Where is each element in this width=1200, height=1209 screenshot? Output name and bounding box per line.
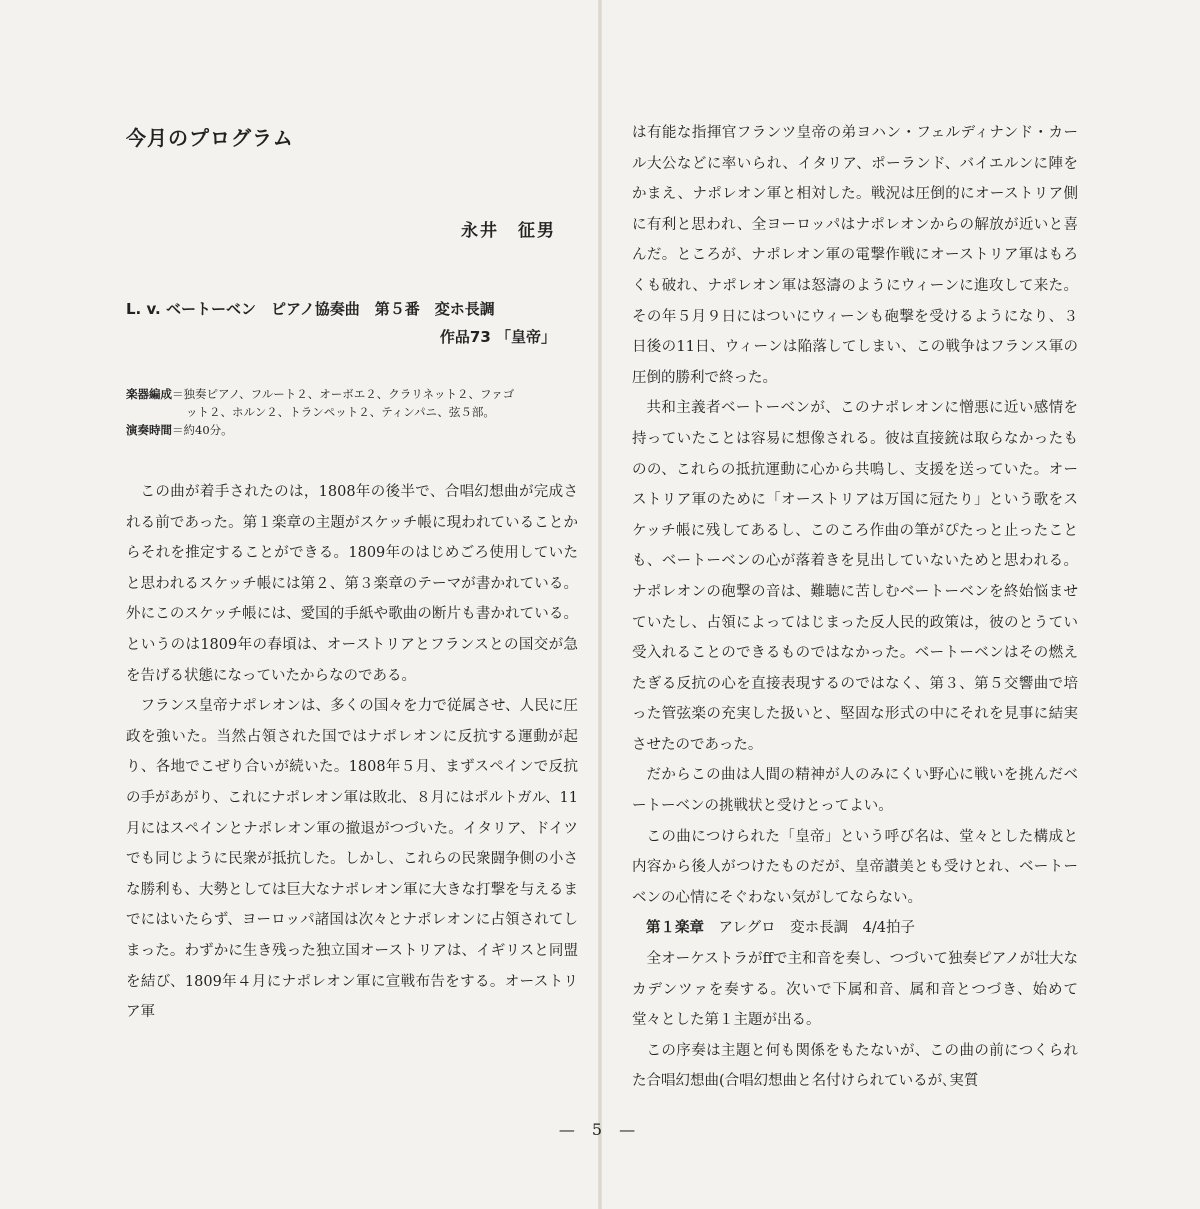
paragraph: この曲が着手されたのは，1808年の後半で、合唱幻想曲が完成される前であった。第１楽章の主題がスケッチ帳に現われていることからそれを推定することができる。1809年のはじめごろ使用していたと思われるスケッチ帳には第２、第３楽章のテーマが書かれている。外にこのスケッチ帳には、愛国的手紙や歌曲の断片も書かれている。というのは1809年の春頃は、オーストリアとフランスとの国交が急を告げる状態になっていたからなのである。 bbox=[126, 484, 578, 684]
work-title-line2: 作品73 「皇帝」 bbox=[439, 328, 556, 346]
duration bbox=[126, 421, 578, 439]
page-number: — 5 — bbox=[558, 1120, 642, 1139]
movement-label: 第１楽章 bbox=[646, 920, 704, 937]
movement-heading bbox=[632, 913, 1078, 944]
paragraph: この曲につけられた「皇帝」という呼び名は、堂々とした構成と内容から後人がつけたものだが、皇帝讃美とも受けとれ、ベートーベンの心情にそぐわない気がしてならない。 bbox=[632, 828, 1078, 906]
author-name: 永井 征男 bbox=[461, 221, 556, 241]
paragraph: だからこの曲は人間の精神が人のみにくい野心に戦いを挑んだベートーベンの挑戦状と受けとってよい。 bbox=[632, 767, 1078, 815]
right-body-text bbox=[632, 118, 1078, 1097]
left-column bbox=[126, 118, 578, 1028]
work-title-line1: L. v. ベートーベン ピアノ協奏曲 第５番 変ホ長調 bbox=[126, 300, 495, 318]
instrumentation-line2: ット２、ホルン２、トランペット２、ティンパニ、弦５部。 bbox=[186, 405, 495, 419]
movement-details: アレグロ 変ホ長調 4/4拍子 bbox=[704, 920, 915, 937]
paragraph: 共和主義者ベートーベンが、このナポレオンに憎悪に近い感情を持っていたことは容易に想像される。彼は直接銃は取らなかったものの、これらの抵抗運動に心から共鳴し、支援を送っていた。オーストリア軍のために「オーストリアは万国に冠たり」という歌をスケッチ帳に残してあるし、このころ作曲の筆がぴたっと止ったことも、ベートーベンの心が落着きを見出していないためと思われる。ナポレオンの砲撃の音は、難聴に苦しむベートーベンを終始悩ませていたし、占領によってはじまった反人民的政策は，彼のとうてい受入れることのできるものではなかった。ベートーベンはその燃えたぎる反抗の心を直接表現するのではなく、第３、第５交響曲で培った管弦楽の充実した扱いと、堅固な形式の中にそれを見事に結実させたのであった。 bbox=[632, 400, 1078, 753]
work-title bbox=[126, 295, 578, 351]
instrumentation-label: 楽器編成 bbox=[126, 387, 172, 401]
duration-label: 演奏時間 bbox=[126, 423, 172, 437]
left-body-text bbox=[126, 477, 578, 1028]
duration-value: ＝約40分。 bbox=[172, 423, 233, 437]
page-heading: 今月のプログラム bbox=[126, 126, 294, 150]
paragraph: 全オーケストラがffで主和音を奏し、つづいて独奏ピアノが壮大なカデンツァを奏する。次いで下属和音、属和音とつづき、始めて堂々とした第１主題が出る。 bbox=[632, 951, 1078, 1029]
paragraph: この序奏は主題と何も関係をもたないが、この曲の前につくられた合唱幻想曲(合唱幻想曲と名付けられているが､実質 bbox=[632, 1042, 1078, 1090]
work-details bbox=[126, 385, 578, 439]
instrumentation bbox=[126, 385, 578, 421]
right-column bbox=[632, 118, 1078, 1097]
page-fold bbox=[598, 0, 602, 1209]
paragraph: フランス皇帝ナポレオンは、多くの国々を力で従属させ、人民に圧政を強いた。当然占領された国ではナポレオンに反抗する運動が起り、各地でこぜり合いが続いた。1808年５月、まずスペインで反抗の手があがり、これにナポレオン軍は敗北、８月にはポルトガル、11月にはスペインとナポレオン軍の撤退がつづいた。イタリア、ドイツでも同じように民衆が抵抗した。しかし、これらの民衆闘争側の小さな勝利も、大勢としては巨大なナポレオン軍に大きな打撃を与えるまでにはいたらず、ヨーロッパ諸国は次々とナポレオンに占領されてしまった。わずかに生き残った独立国オーストリアは、イギリスと同盟を結び、1809年４月にナポレオン軍に宣戦布告をする。オーストリア軍 bbox=[126, 698, 578, 1021]
paragraph: は有能な指揮官フランツ皇帝の弟ヨハン・フェルディナンド・カール大公などに率いられ、イタリア、ポーランド、バイエルンに陣をかまえ、ナポレオン軍と相対した。戦況は圧倒的にオーストリア側に有利と思われ、全ヨーロッパはナポレオンからの解放が近いと喜んだ。ところが、ナポレオン軍の電撃作戦にオーストリア軍はもろくも破れ、ナポレオン軍は怒濤のようにウィーンに進攻して来た。その年５月９日にはついにウィーンも砲撃を受けるようになり、３日後の11日、ウィーンは陥落してしまい、この戦争はフランス軍の圧倒的勝利で終った。 bbox=[632, 125, 1078, 386]
instrumentation-line1: ＝独奏ピアノ、フルート２、オーボエ２、クラリネット２、ファゴ bbox=[172, 387, 515, 401]
